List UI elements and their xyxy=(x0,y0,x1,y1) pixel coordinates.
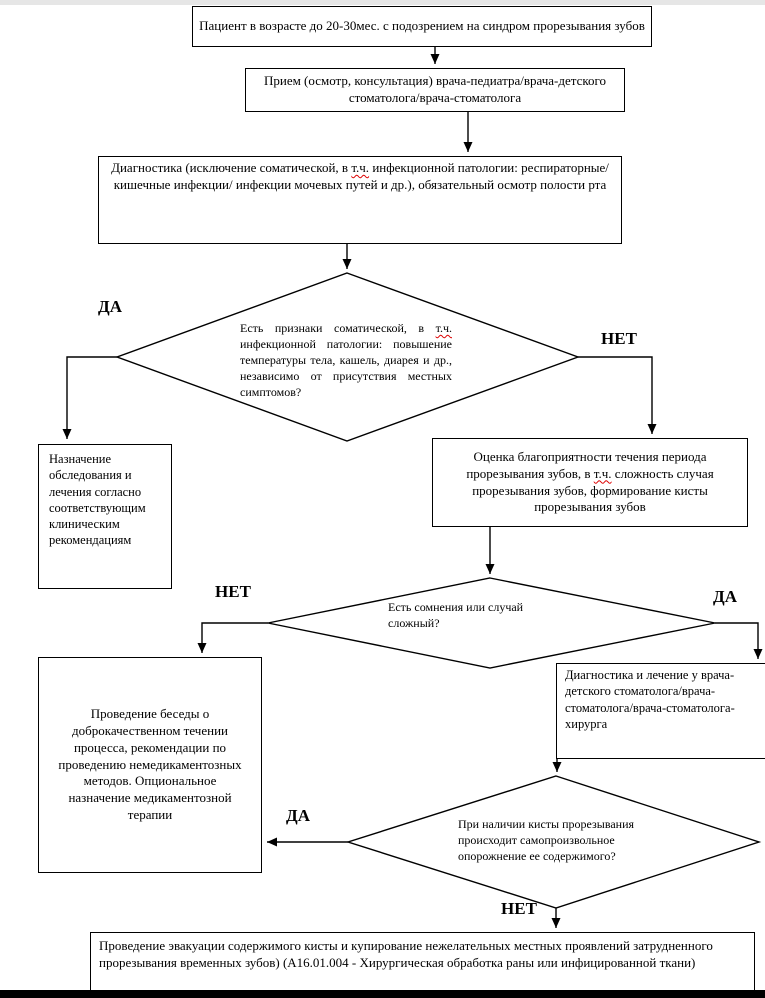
box-naznachenie-text: Назначение обследования и лечения согласно соответствующим клиническим рекомендациям xyxy=(49,452,146,548)
decision-cyst-text: При наличии кисты прорезывания происходит самопроизвольное опорожнение ее содержимого? xyxy=(458,817,635,863)
edge-label-no-cyst: НЕТ xyxy=(501,899,537,918)
diagnostika-text-spellcheck: т.ч. xyxy=(351,160,370,175)
decision-somatic-text-pre: Есть признаки соматической, в xyxy=(240,321,436,335)
box-priem-text: Прием (осмотр, консультация) врача-педиатра/врача-детского стоматолога/врача-стоматолога xyxy=(263,73,607,105)
flowchart-box-patient xyxy=(192,6,652,47)
flowchart-box-priem xyxy=(245,68,625,112)
arrow-no-to-beseda xyxy=(202,623,268,653)
decision-doubt-text: Есть сомнения или случай сложный? xyxy=(388,600,524,630)
edge-label-yes-doubt: ДА xyxy=(713,587,737,606)
flowchart-box-beseda xyxy=(38,657,262,873)
ocenka-text-post: сложность случая прорезывания зубов, формирование кисты прорезывания зубов xyxy=(472,465,714,515)
diagnostika-text-post: инфекционной патологии: респираторные/кишечные инфекции/ инфекции мочевых путей и др.), обязательный осмотр полости рта xyxy=(113,160,609,192)
box-ocenka-text xyxy=(436,449,744,517)
edge-label-no-doubt: НЕТ xyxy=(215,582,251,601)
box-evakuacia-text: Проведение эвакуации содержимого кисты и купирование нежелательных местных проявлений затрудненного прорезывания временных зубов) (А16.01.004 - Хирургическая обработка раны или инфицированной ткани) xyxy=(99,938,713,970)
box-patient-text: Пациент в возрасте до 20-30мес. с подозрением на синдром прорезывания зубов xyxy=(199,18,645,34)
edge-label-yes-cyst: ДА xyxy=(286,806,310,825)
arrow-yes-to-diag-lechenie xyxy=(715,623,758,659)
decision-somatic-text xyxy=(240,320,452,400)
flowchart-box-diag-lechenie xyxy=(556,663,765,759)
ocenka-text-spellcheck: т.ч. xyxy=(593,465,612,481)
box-diag-lechenie-text: Диагностика и лечение у врача-детского стоматолога/врача-стоматолога/врача-стоматолога-хирурга xyxy=(565,668,735,731)
diagnostika-text-pre: Диагностика (исключение соматической, в xyxy=(111,160,352,175)
arrow-yes-to-naznachenie xyxy=(67,357,117,439)
edge-label-no-somatic: НЕТ xyxy=(601,329,637,348)
box-beseda-text: Проведение беседы о доброкачественном течении процесса, рекомендации по проведению немедикаментозных методов. Опциональное назначение медикаментозной терапии xyxy=(58,705,242,823)
flowchart-box-ocenka xyxy=(432,438,748,527)
ocenka-text-pre: Оценка благоприятности течения периода прорезывания зубов, в xyxy=(466,448,707,481)
box-diagnostika-text xyxy=(99,160,621,194)
flowchart-box-diagnostika xyxy=(98,156,622,244)
flowchart-box-evakuacia xyxy=(90,932,755,998)
edge-label-yes-somatic: ДА xyxy=(98,297,122,316)
page-bottom-bar xyxy=(0,990,765,998)
arrow-no-to-ocenka xyxy=(578,357,652,434)
decision-somatic-spellcheck: т.ч. xyxy=(435,321,452,335)
decision-somatic-text-post: инфекционной патологии: повышение температуры тела, кашель, диарея и др., независимо от присутствия местных симптомов? xyxy=(240,337,452,399)
flowchart-box-naznachenie xyxy=(38,444,172,589)
